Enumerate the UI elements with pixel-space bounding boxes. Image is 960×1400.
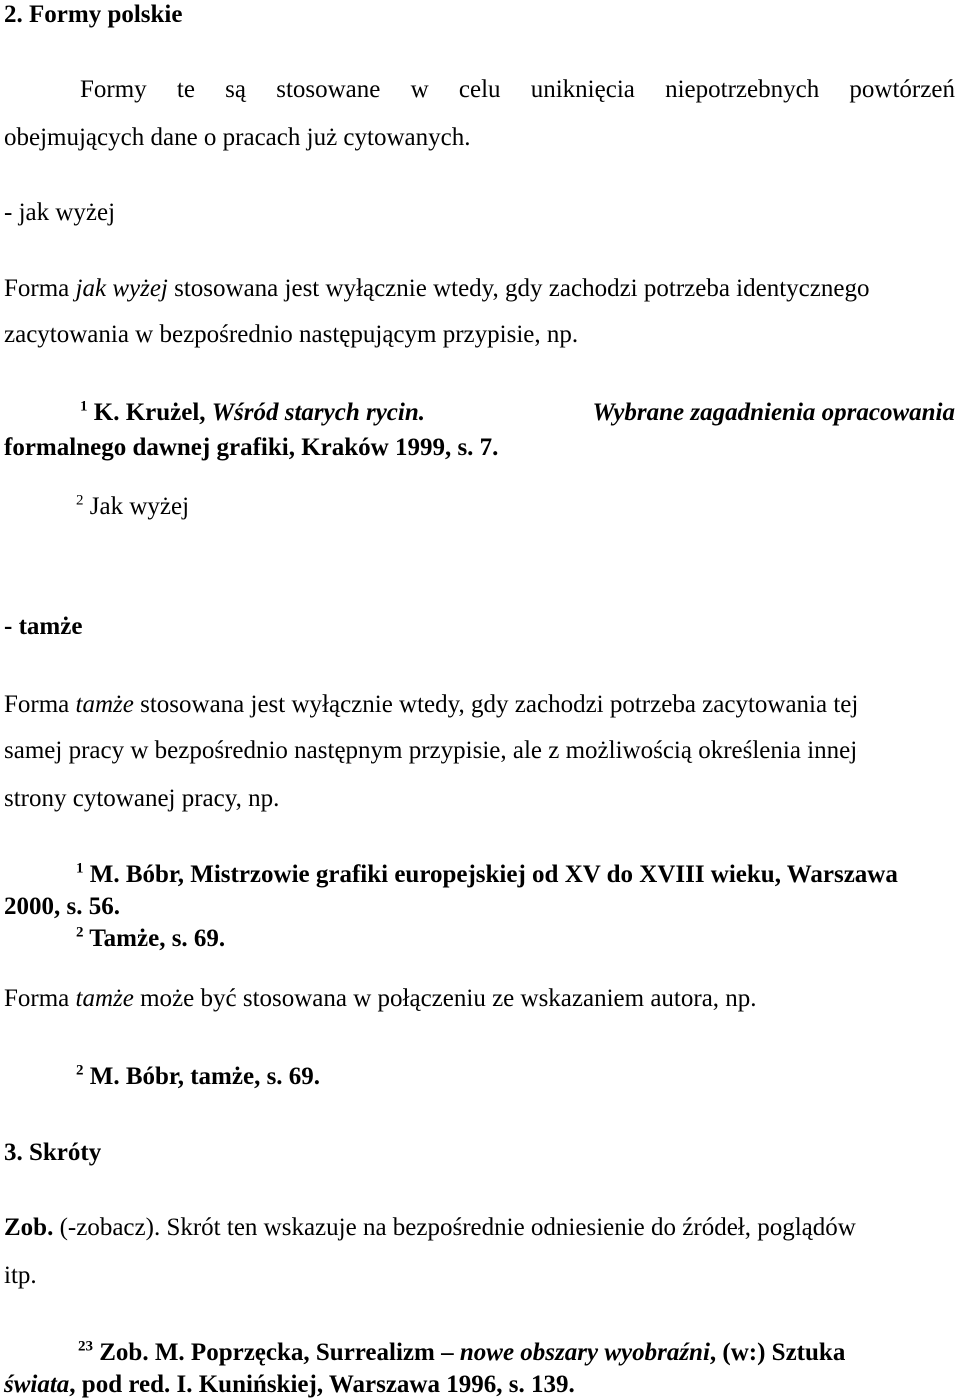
term-tamze: tamże (75, 691, 134, 718)
tamze-example-1-line-1: $^1$ M. Bóbr, Mistrzowie grafiki europejskiej od XV do XVIII wieku, Warszawa (76, 860, 898, 888)
intro-paragraph-line-1 (80, 77, 955, 102)
intro-word: uniknięcia (530, 76, 635, 103)
footnote-number: 2 (76, 1062, 84, 1079)
zob-footnote-line-1: $^{23}$ Zob. M. Poprzęcka, Surrealizm – nowe obszary wyobraźni, (w:) Sztuka (78, 1338, 846, 1366)
intro-word: niepotrzebnych (665, 76, 820, 103)
intro-word: te (176, 76, 195, 103)
intro-word: powtórzeń (849, 76, 955, 103)
footnote-number: 1 (80, 398, 88, 415)
footnote-number: 2 (76, 924, 84, 941)
zob-footnote-line-2: świata, pod red. I. Kunińskiej, Warszawa 1996, s. 139. (4, 1371, 575, 1398)
intro-word: celu (458, 76, 501, 103)
tamze-paragraph-line-1: Forma tamże stosowana jest wyłącznie wtedy, gdy zachodzi potrzeba zacytowania tej (4, 691, 859, 718)
intro-paragraph-line-2: obejmujących dane o pracach już cytowanych. (4, 124, 471, 151)
work-title: Wśród starych rycin. (211, 399, 425, 426)
term-tamze: tamże (75, 985, 134, 1012)
term-jak-wyzej: jak wyżej (75, 275, 168, 302)
tamze-paragraph-2: Forma tamże może być stosowana w połączeniu ze wskazaniem autora, np. (4, 985, 757, 1012)
intro-word: w (410, 76, 429, 103)
tamze-paragraph-line-3: strony cytowanej pracy, np. (4, 785, 280, 812)
zob-paragraph-line-1: Zob. (-zobacz). Skrót ten wskazuje na bezpośrednie odniesienie do źródeł, poglądów (4, 1214, 856, 1241)
tamze-example-2: $^2$ Tamże, s. 69. (76, 924, 226, 952)
footnote-number: 23 (78, 1338, 93, 1355)
footnote-example-1-line-2: formalnego dawnej grafiki, Kraków 1999, s. 7. (4, 434, 499, 461)
intro-word: Formy (80, 76, 147, 103)
tamze-example-1-line-2: 2000, s. 56. (4, 893, 120, 920)
subheading-tamze: - tamże (4, 613, 83, 640)
section-heading-formy-polskie: 2. Formy polskie (4, 1, 183, 28)
subheading-jak-wyzej: - jak wyżej (4, 199, 116, 226)
zob-paragraph-line-2: itp. (4, 1262, 37, 1289)
intro-word: stosowane (276, 76, 381, 103)
footnote-number: 1 (76, 860, 84, 877)
footnote-example-2: $^2$ Jak wyżej (76, 492, 190, 520)
jak-wyzej-paragraph-line-2: zacytowania w bezpośrednio następującym przypisie, np. (4, 321, 579, 348)
footnote-number: 2 (76, 492, 84, 509)
footnote-example-1-line-1: $^1$ K. Krużel, Wśród starych rycin. Wybrane zagadnienia opracowania (80, 398, 955, 426)
abbr-zob: Zob. (4, 1214, 54, 1241)
work-title: nowe obszary wyobraźni (459, 1339, 710, 1366)
section-heading-skroty: 3. Skróty (4, 1139, 102, 1166)
jak-wyzej-paragraph-line-1: Forma jak wyżej stosowana jest wyłącznie wtedy, gdy zachodzi potrzeba identycznego (4, 275, 870, 302)
intro-word: są (225, 76, 246, 103)
tamze-example-3: $^2$ M. Bóbr, tamże, s. 69. (76, 1062, 321, 1090)
tamze-paragraph-line-2: samej pracy w bezpośrednio następnym przypisie, ale z możliwością określenia innej (4, 737, 858, 764)
